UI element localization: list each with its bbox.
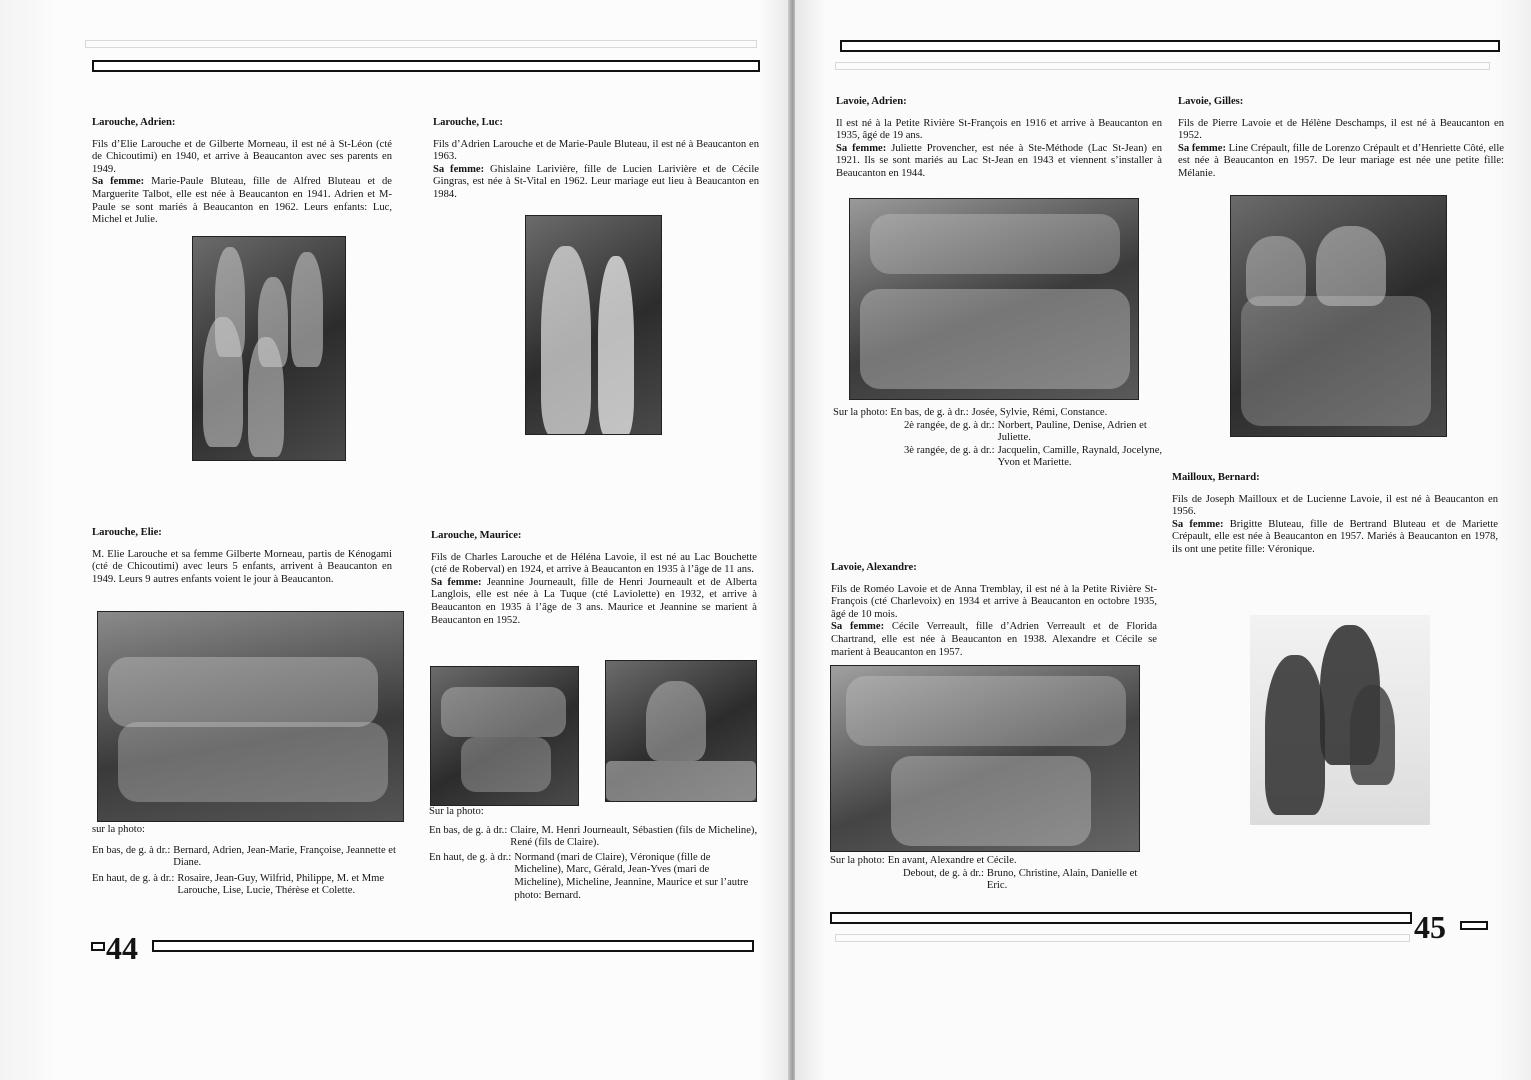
entry-name: Larouche, Maurice: [431,530,522,541]
caption-label: Sur la photo: En bas, de g. à dr.: [833,407,969,418]
photo-bernard [605,660,757,802]
caption-intro: Sur la photo: [429,806,484,817]
entry-larouche-adrien [92,117,392,227]
spouse-label: Sa femme: [431,576,482,588]
entry-bio: Fils de Joseph Mailloux et de Lucienne Lavoie, il est né à Beaucanton en 1956. [1172,493,1498,518]
spouse-label: Sa femme: [433,163,485,175]
entry-bio: Fils de Roméo Lavoie et de Anna Tremblay, il est né à la Petite Rivière St-François (cté Charlevoix) en 1934 et arrive à Beaucanton en octobre 1935, âgé de 10 mois. [831,583,1157,620]
ghost-rule [85,40,757,48]
caption-label: 3è rangée, de g. à dr.: [904,444,995,456]
entry-lavoie-gilles [1178,96,1504,181]
caption-larouche-elie [92,824,407,898]
page-number-left: 44 [106,930,138,966]
spouse-label: Sa femme: [92,176,145,188]
photo-mailloux-bernard-family [1250,615,1430,825]
caption-names: Claire, M. Henri Journeault, Sébastien (fils de Micheline), René (fils de Claire). [510,824,758,849]
entry-lavoie-adrien [836,96,1162,181]
entry-bio: Fils de Charles Larouche et de Héléna Lavoie, il est né au Lac Bouchette (cté de Roberval) en 1924, et arrive à Beaucanton en 1935 à l’âge de 11 ans. [431,551,757,576]
spouse-text: Ghislaine Larivière, fille de Lucien Larivière et de Cécile Gingras, est née à St-Vital en 1962. Leur mariage eut lieu à Beaucanton en 1984. [433,163,760,200]
ghost-rule [835,62,1490,70]
bottom-rule-right [830,912,1412,924]
caption-lavoie-adrien [833,407,1163,470]
entry-larouche-luc [433,117,759,202]
spouse-text: Brigitte Bluteau, fille de Bertrand Bluteau et de Mariette Crépault, elle est née à Beaucanton en 1957. Mariés à Beaucanton en 1978, ils ont une petite fille: Véronique. [1172,518,1498,555]
entry-bio: Fils de Pierre Lavoie et de Hélène Deschamps, il est né à Beaucanton en 1952. [1178,117,1504,142]
spouse-text: Cécile Verreault, fille d’Adrien Verreault et de Florida Chartrand, elle est née à Beaucanton en 1938. Alexandre et Cécile se marient à Beaucanton en 1957. [831,621,1157,658]
entry-larouche-maurice [431,530,757,627]
top-rule-right [840,40,1500,52]
caption-names: En avant, Alexandre et Cécile. [887,855,1017,866]
entry-bio: M. Elie Larouche et sa femme Gilberte Morneau, partis de Kénogami (cté de Chicoutimi) avec leurs 5 enfants, arrivent à Beaucanton en 1949. Leurs 9 autres enfants voient le jour à Beaucanton. [92,548,392,585]
caption-names: Josée, Sylvie, Rémi, Constance. [971,407,1108,418]
page-number-right: 45 [1414,909,1446,945]
caption-lavoie-alexandre [830,855,1160,893]
entry-larouche-elie [92,527,392,586]
caption-larouche-maurice [429,806,759,902]
photo-larouche-elie-family [97,611,404,822]
page-number-box [91,942,105,951]
photo-journeault-family [430,666,579,806]
entry-mailloux-bernard [1172,472,1498,557]
bottom-rule-left [152,940,754,952]
top-rule-left [92,60,760,72]
entry-lavoie-alexandre [831,562,1157,659]
spouse-text: Line Crépault, fille de Lorenzo Crépault et d’Henriette Côté, elle est née à Beaucanton en 1957. De leur mariage est née une petite fille: Mélanie. [1178,142,1504,179]
spouse-label: Sa femme: [1172,518,1224,530]
entry-name: Lavoie, Gilles: [1178,96,1244,107]
caption-label: En haut, de g. à dr.: [92,872,175,884]
entry-name: Mailloux, Bernard: [1172,472,1260,483]
photo-larouche-adrien-family [192,236,346,461]
photo-lavoie-gilles-family [1230,195,1447,437]
caption-intro: sur la photo: [92,824,145,835]
page-number-box [1460,921,1488,930]
entry-name: Larouche, Luc: [433,117,503,128]
spouse-text: Juliette Provencher, est née à Ste-Méthode (Lac St-Jean) en 1921. Ils se sont mariés au Lac St-Jean en 1943 et viennent s’installer à Beaucanton en 1944. [836,142,1162,179]
spouse-label: Sa femme: [836,142,887,154]
caption-names: Bruno, Christine, Alain, Danielle et Eric. [986,867,1138,892]
spouse-label: Sa femme: [831,621,885,633]
caption-label: 2è rangée, de g. à dr.: [904,419,995,431]
spouse-label: Sa femme: [1178,142,1226,154]
caption-names: Jacquelin, Camille, Raynald, Jocelyne, Yvon et Mariette. [997,444,1163,469]
entry-name: Larouche, Adrien: [92,117,176,128]
caption-names: Bernard, Adrien, Jean-Marie, Françoise, Jeannette et Diane. [173,844,396,869]
photo-larouche-luc-wedding [525,215,662,435]
caption-label: En haut, de g. à dr.: [429,851,512,863]
caption-label: Sur la photo: [830,855,885,866]
photo-lavoie-adrien-family [849,198,1139,400]
ghost-rule [835,934,1410,942]
caption-names: Rosaire, Jean-Guy, Wilfrid, Philippe, M. et Mme Larouche, Lise, Lucie, Thérèse et Colette. [177,872,385,897]
caption-label: En bas, de g. à dr.: [429,824,508,836]
entry-name: Larouche, Elie: [92,527,162,538]
caption-names: Norbert, Pauline, Denise, Adrien et Juliette. [997,419,1147,444]
photo-lavoie-alexandre-family [830,665,1140,852]
caption-label: Debout, de g. à dr.: [903,867,984,879]
entry-name: Lavoie, Alexandre: [831,562,917,573]
caption-label: En bas, de g. à dr.: [92,844,171,856]
caption-names: Normand (mari de Claire), Véronique (fille de Micheline), Marc, Gérald, Jean-Yves (mari de Micheline), Micheline, Jeannine, Maurice et sur l’autre photo: Bernard. [514,851,749,901]
entry-bio: Fils d’Elie Larouche et de Gilberte Morneau, il est né à St-Léon (cté de Chicoutimi) en 1940, et arrive à Beaucanton avec ses parents en 1949. [92,138,392,175]
entry-bio: Il est né à la Petite Rivière St-François en 1916 et arrive à Beaucanton en 1935, âgé de 19 ans. [836,117,1162,142]
spouse-text: Jeannine Journeault, fille de Henri Journeault et de Alberta Langlois, elle est née à La Tuque (cté Laviolette) en 1932, et arrive à Beaucanton en 1935 à l’âge de 3 ans. Maurice et Jeannine se marient à Beaucanton en 1952. [431,576,757,626]
entry-bio: Fils d’Adrien Larouche et de Marie-Paule Bluteau, il est né à Beaucanton en 1963. [433,138,759,163]
spouse-text: Marie-Paule Bluteau, fille de Alfred Bluteau et de Marguerite Talbot, elle est née à Beaucanton en 1941. Adrien et M-Paule se sont mariés à Beaucanton en 1962. Leurs enfants: Luc, Michel et Julie. [92,176,392,226]
entry-name: Lavoie, Adrien: [836,96,907,107]
